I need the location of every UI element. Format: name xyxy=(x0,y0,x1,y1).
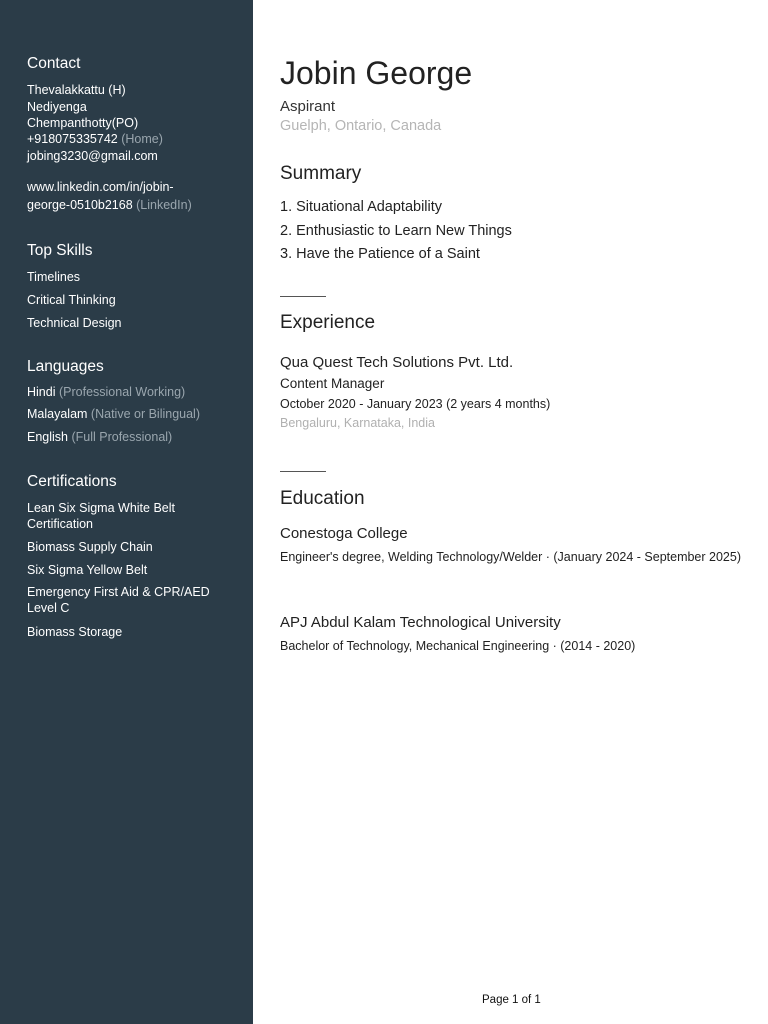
headline: Aspirant xyxy=(280,98,336,115)
education-heading: Education xyxy=(280,488,365,509)
language-level: (Native or Bilingual) xyxy=(90,407,200,421)
language-level: (Full Professional) xyxy=(71,430,173,444)
skill-item: Critical Thinking xyxy=(27,293,116,307)
phone-number: +918075335742 xyxy=(27,132,118,146)
linkedin-type: (LinkedIn) xyxy=(136,198,192,212)
certification-item-cont: Level C xyxy=(27,601,70,615)
certification-item: Biomass Storage xyxy=(27,625,123,639)
school-name: APJ Abdul Kalam Technological University xyxy=(280,614,561,631)
linkedin-line-2 xyxy=(27,197,192,213)
summary-item: 2. Enthusiastic to Learn New Things xyxy=(280,223,512,239)
section-divider xyxy=(280,471,326,472)
job-dates: October 2020 - January 2023 (2 years 4 months) xyxy=(280,397,551,411)
job-title: Content Manager xyxy=(280,376,385,391)
contact-heading: Contact xyxy=(27,55,81,72)
languages-heading: Languages xyxy=(27,358,104,375)
language-item xyxy=(27,384,185,400)
email-link[interactable]: jobing3230@gmail.com xyxy=(27,149,158,163)
job-location: Bengaluru, Karnataka, India xyxy=(280,416,435,430)
language-item xyxy=(27,429,172,445)
company-name: Qua Quest Tech Solutions Pvt. Ltd. xyxy=(280,354,514,371)
language-name: Malayalam xyxy=(27,407,88,421)
summary-item: 1. Situational Adaptability xyxy=(280,199,443,215)
phone-line xyxy=(27,131,163,147)
skill-item: Technical Design xyxy=(27,316,122,330)
experience-heading: Experience xyxy=(280,312,376,333)
person-location: Guelph, Ontario, Canada xyxy=(280,118,442,134)
sidebar xyxy=(0,0,253,1024)
summary-item: 3. Have the Patience of a Saint xyxy=(280,246,480,262)
certification-item-cont: Certification xyxy=(27,517,93,531)
language-name: English xyxy=(27,430,68,444)
summary-heading: Summary xyxy=(280,163,362,184)
language-name: Hindi xyxy=(27,385,56,399)
linkedin-link-line-2[interactable]: george-0510b2168 xyxy=(27,198,133,212)
school-name: Conestoga College xyxy=(280,525,408,542)
degree-info: Engineer's degree, Welding Technology/Welder · (January 2024 - September 2025) xyxy=(280,550,741,564)
page-number: Page 1 of 1 xyxy=(482,994,541,1006)
phone-type: (Home) xyxy=(121,132,163,146)
address-line-2: Nediyenga xyxy=(27,100,87,114)
main-content xyxy=(253,0,768,1024)
language-level: (Professional Working) xyxy=(58,385,186,399)
linkedin-link-line-1[interactable]: www.linkedin.com/in/jobin- xyxy=(27,180,174,194)
person-name: Jobin George xyxy=(280,55,473,91)
skill-item: Timelines xyxy=(27,270,81,284)
language-item xyxy=(27,406,200,422)
certifications-heading: Certifications xyxy=(27,473,117,490)
certification-item: Six Sigma Yellow Belt xyxy=(27,563,148,577)
certification-item: Biomass Supply Chain xyxy=(27,540,153,554)
section-divider xyxy=(280,296,326,297)
certification-item: Lean Six Sigma White Belt xyxy=(27,501,175,515)
address-line-3: Chempanthotty(PO) xyxy=(27,116,139,130)
skills-heading: Top Skills xyxy=(27,242,93,259)
certification-item: Emergency First Aid & CPR/AED xyxy=(27,585,210,599)
degree-info: Bachelor of Technology, Mechanical Engineering · (2014 - 2020) xyxy=(280,639,636,653)
address-line-1: Thevalakkattu (H) xyxy=(27,83,126,97)
